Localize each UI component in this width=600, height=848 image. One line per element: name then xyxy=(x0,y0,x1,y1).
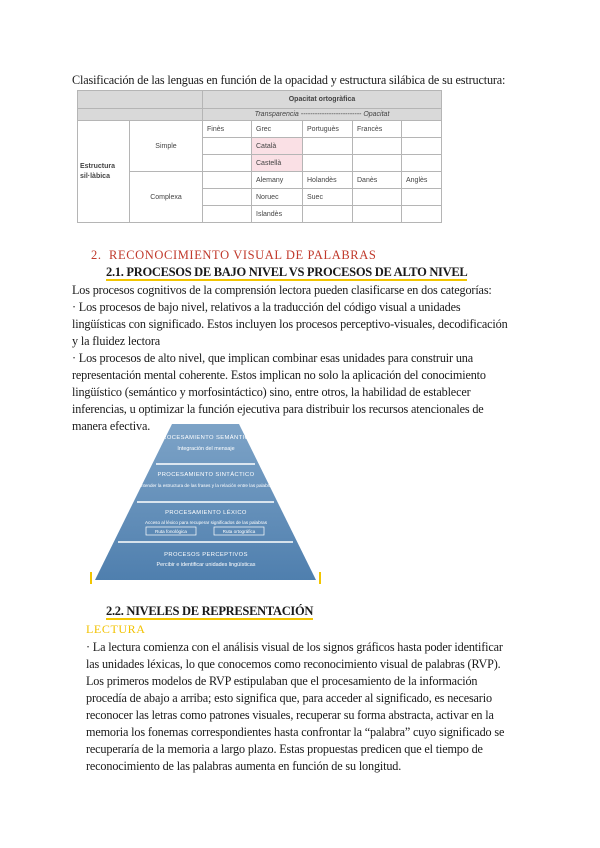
table-cell: Castellà xyxy=(252,155,303,172)
opacity-table xyxy=(77,90,442,223)
table-cell xyxy=(402,206,442,223)
table-corner xyxy=(78,91,203,109)
paragraph-line: memoria los fonemas correspondientes hasta confrontar la “palabra” cuyo significado se xyxy=(86,725,505,739)
table-cell: Anglès xyxy=(402,172,442,189)
paragraph-line: y la fluidez lectora xyxy=(72,334,161,348)
table-cell: Suec xyxy=(303,189,353,206)
table-cell: Francès xyxy=(353,121,402,138)
paragraph-line: · La lectura comienza con el análisis visual de los signos gráficos hasta poder identificar xyxy=(86,640,503,654)
pyramid-level-title: PROCESAMIENTO SEMÁNTICO xyxy=(157,435,255,441)
section-number: 2. xyxy=(91,248,102,262)
table-cell: Noruec xyxy=(252,189,303,206)
paragraph-line: lingüísticas con significado. Estos incluyen los procesos perceptivo-visuales, decodificación xyxy=(72,317,508,331)
table-cell: Danès xyxy=(353,172,402,189)
table-complex-label: Complexa xyxy=(130,172,203,223)
table-cell xyxy=(402,155,442,172)
paragraph-line: · Los procesos de bajo nivel, relativos a la traducción del código visual a unidades xyxy=(72,300,461,314)
pyramid-level-desc: Acceso al léxico para recuperar significados de las palabras xyxy=(144,520,268,525)
pyramid-level-desc: Entender la estructura de las frases y la relación entre las palabras xyxy=(137,483,275,488)
table-cell: Portuguès xyxy=(303,121,353,138)
table-caption: Clasificación de las lenguas en función de la opacidad y estructura silábica de su estructura: xyxy=(72,73,506,87)
paragraph-line: representación mental coherente. Estos implican no solo la aplicación del conocimiento xyxy=(72,368,486,382)
table-simple-label: Simple xyxy=(130,121,203,172)
pyramid-level-title: PROCESOS PERCEPTIVOS xyxy=(164,552,248,558)
table-cell: Islandès xyxy=(252,206,303,223)
paragraph-line: Los procesos cognitivos de la comprensión lectora pueden clasificarse en dos categorías: xyxy=(72,283,492,297)
paragraph-line: manera efectiva. xyxy=(72,419,151,433)
table-header-opacity: Opacitat ortogràfica xyxy=(203,91,442,109)
table-cell xyxy=(303,155,353,172)
section-title: RECONOCIMIENTO VISUAL DE PALABRAS xyxy=(109,248,377,262)
table-cell xyxy=(203,189,252,206)
table-cell xyxy=(402,189,442,206)
table-cell xyxy=(303,206,353,223)
table-cell xyxy=(203,138,252,155)
table-cell xyxy=(353,138,402,155)
paragraph-line: las unidades léxicas, lo que conocemos como reconocimiento visual de palabras (RVP). xyxy=(86,657,501,671)
table-cell xyxy=(303,138,353,155)
table-cell: Alemany xyxy=(252,172,303,189)
paragraph-line: recuperaría de la memoria a largo plazo. Estas propuestas predicen que el tiempo de xyxy=(86,742,483,756)
table-corner-sub xyxy=(78,109,203,121)
section-heading xyxy=(91,247,376,264)
route-label: Ruta fonológica xyxy=(155,529,187,534)
table-cell xyxy=(203,155,252,172)
paragraph-line: procedía de abajo a arriba; esto significa que, para acceder al significado, es necesario xyxy=(86,691,492,705)
pyramid-level-desc: Integración del mensaje xyxy=(177,446,235,452)
subsection-title: 2.1. PROCESOS DE BAJO NIVEL VS PROCESOS DE ALTO NIVEL xyxy=(106,265,468,279)
pyramid-level-title: PROCESAMIENTO LÉXICO xyxy=(165,510,247,516)
pyramid-level-desc: Percibir e identificar unidades lingüísticas xyxy=(156,562,256,568)
paragraph-line: Los primeros modelos de RVP estipulaban que el procesamiento de la información xyxy=(86,674,478,688)
subsection-heading xyxy=(106,264,467,281)
paragraph-line: inferencias, u optimizar la función ejecutiva para distribuir los recursos atencionales de xyxy=(72,402,484,416)
table-cell xyxy=(353,189,402,206)
table-cell xyxy=(402,138,442,155)
subsection-label: LECTURA xyxy=(86,622,146,636)
table-cell xyxy=(353,155,402,172)
table-cell: Grec xyxy=(252,121,303,138)
subsection-heading xyxy=(106,603,313,620)
pyramid-level-title: PROCESAMIENTO SINTÁCTICO xyxy=(157,472,255,478)
subsection-title: 2.2. NIVELES DE REPRESENTACIÓN xyxy=(106,604,314,618)
route-label: Ruta ortográfica xyxy=(222,529,256,534)
table-cell: Finès xyxy=(203,121,252,138)
table-cell xyxy=(203,172,252,189)
table-header-scale: Transparencia -------------------------- Opacitat xyxy=(203,109,442,121)
table-row-label: Estructura sil·làbica xyxy=(78,121,130,223)
paragraph-line: reconocimiento de las palabras aumenta en función de su longitud. xyxy=(86,759,402,773)
reading-processes-pyramid xyxy=(86,420,326,586)
table-cell xyxy=(353,206,402,223)
table-cell xyxy=(402,121,442,138)
table-cell xyxy=(203,206,252,223)
paragraph-line: · Los procesos de alto nivel, que implican combinar esas unidades para construir una xyxy=(72,351,473,365)
paragraph-line: reconocer las letras como patrones visuales, recuperar su forma abstracta, activar en la xyxy=(86,708,494,722)
table-cell: Holandès xyxy=(303,172,353,189)
paragraph-line: lingüístico (semántico y morfosintáctico) sino, entre otros, la habilidad de establecer xyxy=(72,385,471,399)
table-cell: Català xyxy=(252,138,303,155)
